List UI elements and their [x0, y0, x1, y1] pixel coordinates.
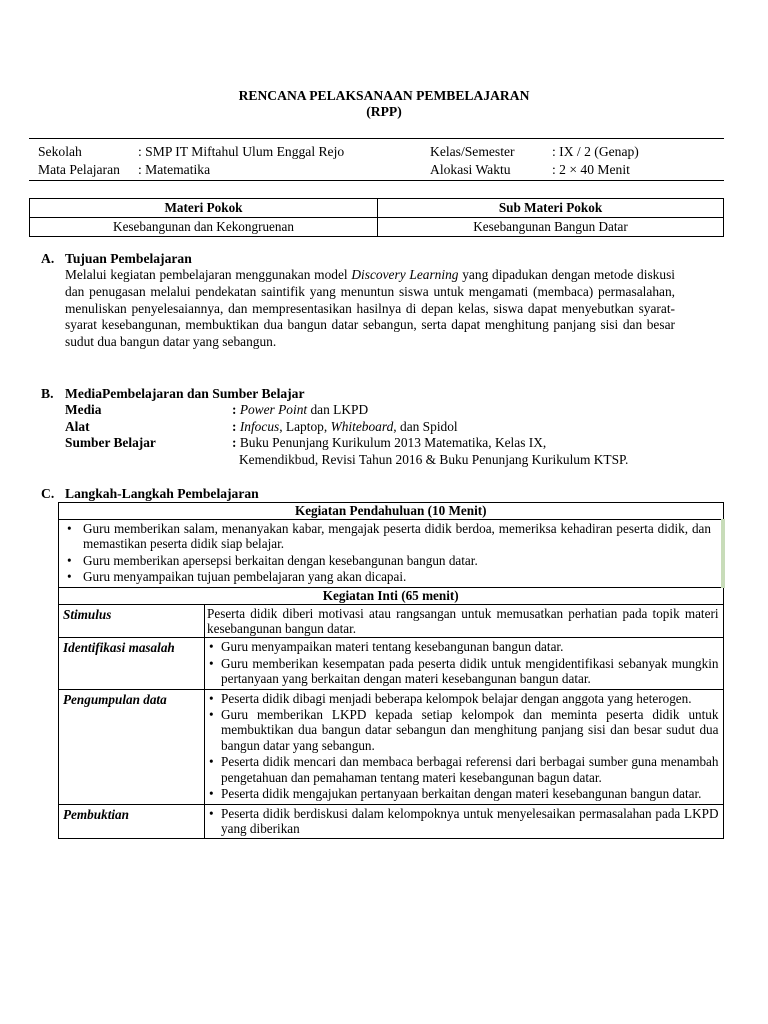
media-rest: dan LKPD	[307, 402, 369, 417]
materi-table	[29, 198, 724, 237]
alat-colon: :	[232, 418, 240, 434]
section-a-heading	[41, 251, 192, 267]
materi-pokok-value: Kesebangunan dan Kekongruenan	[30, 218, 378, 237]
document-subtitle: (RPP)	[366, 104, 402, 119]
info-table	[38, 143, 639, 179]
media-table	[65, 402, 628, 468]
pendahuluan-list	[63, 521, 711, 585]
sekolah-label: Sekolah	[38, 144, 82, 159]
alat-em2: Whiteboard	[330, 418, 394, 434]
sub-materi-value: Kesebangunan Bangun Datar	[378, 218, 724, 237]
waktu-label: Alokasi Waktu	[430, 162, 511, 177]
list-item: • Guru menyampaikan materi tentang kesebangunan bangun datar.	[207, 639, 719, 654]
tujuan-text-pre: Melalui kegiatan pembelajaran menggunakan model	[65, 267, 352, 282]
alat-rest: , dan Spidol	[393, 418, 458, 434]
alat-em1: Infocus	[239, 418, 280, 434]
kelas-value: : IX / 2 (Genap)	[552, 144, 639, 159]
mapel-label: Mata Pelajaran	[38, 162, 120, 177]
sumber-value	[232, 435, 628, 468]
document-title: RENCANA PELAKSANAAN PEMBELAJARAN	[238, 88, 530, 103]
tujuan-paragraph	[65, 267, 675, 351]
info-bottom-rule	[29, 180, 724, 181]
section-b-letter: B.	[41, 386, 54, 401]
sumber-colon: :	[232, 435, 240, 450]
media-colon: :	[232, 402, 240, 417]
pengumpulan-label: Pengumpulan data	[59, 689, 205, 804]
langkah-table	[58, 502, 725, 839]
media-value	[232, 402, 628, 419]
section-a-title: Tujuan Pembelajaran	[65, 251, 192, 266]
sumber-label: Sumber Belajar	[65, 435, 156, 450]
sekolah-value: : SMP IT Miftahul Ulum Enggal Rejo	[138, 144, 345, 159]
inti-header: Kegiatan Inti (65 menit)	[59, 587, 724, 604]
list-item: • Guru memberikan salam, menanyakan kabar, mengajak peserta didik berdoa, memeriksa kehadiran peserta didik, dan memastikan peserta didik siap belajar.	[63, 521, 711, 552]
list-item: • Peserta didik mengajukan pertanyaan berkaitan dengan materi kesebangunan bangun datar.	[207, 786, 719, 801]
section-c-letter: C.	[41, 486, 55, 501]
mapel-value: : Matematika	[138, 162, 211, 177]
identifikasi-body	[205, 638, 724, 689]
sub-materi-header: Sub Materi Pokok	[378, 199, 724, 218]
tujuan-text-em: Discovery Learning	[351, 267, 459, 282]
media-label: Media	[65, 402, 102, 417]
tujuan-text-post: yang dipadukan dengan metode diskusi dan penugasan melalui pendekatan saintifik yang menuntun siswa untuk mengamati (membaca) permasalahan, menuliskan penyelesaiannya, dan mempresentasikan hasilnya di depan kelas, siswa dapat menyebutkan syarat-syarat kesebangunan, membuktikan dua bangun datar sebangun, serta dapat menghitung panjang sisi dan besar sudut dua bangun datar yang sebangun.	[65, 267, 676, 350]
identifikasi-list	[207, 639, 719, 686]
pembuktian-label: Pembuktian	[59, 804, 205, 839]
pembuktian-list	[207, 806, 719, 837]
pendahuluan-body	[59, 520, 724, 588]
section-c-heading	[41, 486, 259, 502]
pengumpulan-body	[205, 689, 724, 804]
sumber-line2: Kemendikbud, Revisi Tahun 2016 & Buku Penunjang Kurikulum KTSP.	[239, 451, 629, 467]
list-item: • Peserta didik mencari dan membaca berbagai referensi dari berbagai sumber guna menambah pengetahuan dan pemahaman tentang materi kesebangunan bagun datar.	[207, 754, 719, 785]
list-item: • Peserta didik dibagi menjadi beberapa kelompok belajar dengan anggota yang heterogen.	[207, 691, 719, 706]
stimulus-text: Peserta didik diberi motivasi atau rangsangan untuk memusatkan perhatian pada topik materi kesebangunan bangun datar.	[205, 604, 724, 638]
stimulus-label: Stimulus	[59, 604, 205, 638]
list-item: • Guru menyampaikan tujuan pembelajaran yang akan dicapai.	[63, 569, 711, 584]
list-item: • Guru memberikan kesempatan pada peserta didik untuk mengidentifikasi sebanyak mungkin pertanyaan yang berkaitan dengan materi kesebangunan bangun datar.	[207, 656, 719, 687]
alat-label: Alat	[65, 418, 90, 434]
section-a-letter: A.	[41, 251, 55, 266]
kelas-label: Kelas/Semester	[430, 144, 515, 159]
materi-pokok-header: Materi Pokok	[30, 199, 378, 218]
identifikasi-label: Identifikasi masalah	[59, 638, 205, 689]
alat-value	[232, 419, 628, 436]
list-item: • Guru memberikan apersepsi berkaitan dengan kesebangunan bangun datar.	[63, 553, 711, 568]
section-b-heading	[41, 386, 305, 402]
sumber-line1: Buku Penunjang Kurikulum 2013 Matematika, Kelas IX,	[239, 435, 547, 450]
alat-mid: , Laptop,	[279, 418, 331, 434]
media-em: Power Point	[239, 402, 308, 417]
waktu-value: : 2 × 40 Menit	[552, 162, 630, 177]
list-item: • Guru memberikan LKPD kepada setiap kelompok dan meminta peserta didik untuk membuktikan dua bangun datar sebangun dan menghitung panjang sisi dan besar sudut dua bangun datar yang sebangun.	[207, 707, 719, 753]
pendahuluan-header: Kegiatan Pendahuluan (10 Menit)	[59, 503, 724, 520]
pembuktian-body	[205, 804, 724, 839]
section-b-title: MediaPembelajaran dan Sumber Belajar	[65, 386, 305, 401]
info-top-rule	[29, 138, 724, 139]
pengumpulan-list	[207, 691, 719, 802]
section-c-title: Langkah-Langkah Pembelajaran	[65, 486, 259, 501]
list-item: • Peserta didik berdiskusi dalam kelompoknya untuk menyelesaikan permasalahan pada LKPD yang diberikan	[207, 806, 719, 837]
